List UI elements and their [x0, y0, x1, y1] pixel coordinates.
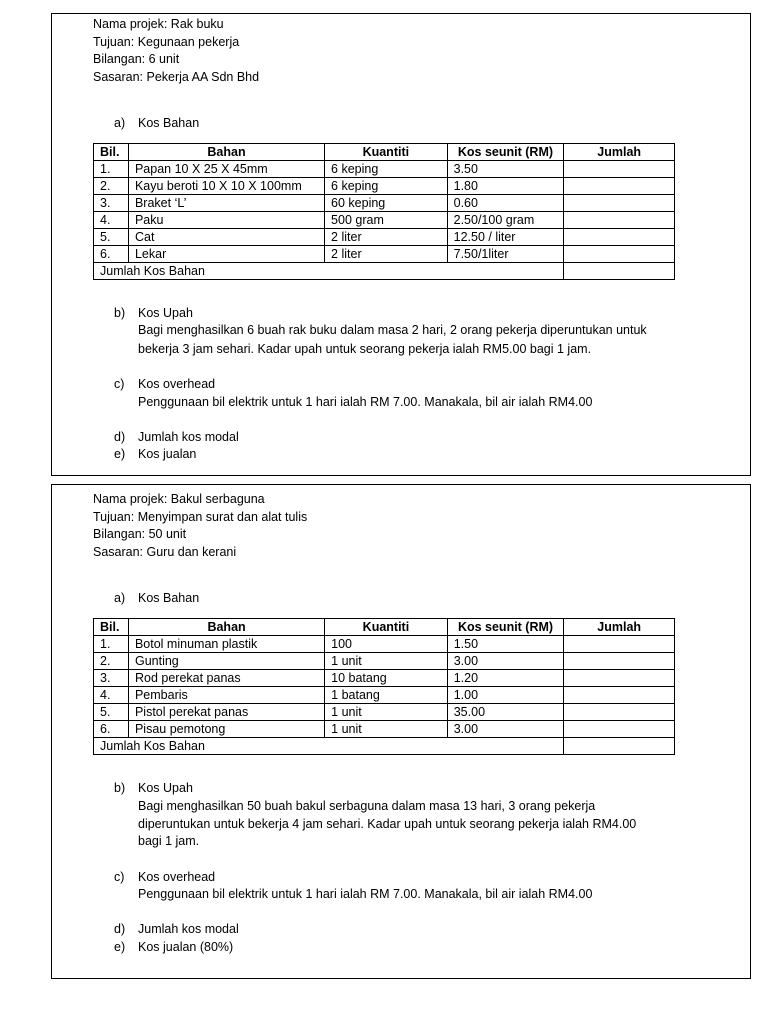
- cell-jumlah: [564, 161, 675, 178]
- col-header: Kos seunit (RM): [447, 619, 564, 636]
- col-header: Bahan: [128, 144, 324, 161]
- cell-jumlah: [564, 178, 675, 195]
- section-d-title: Jumlah kos modal: [138, 430, 239, 444]
- total-value: [564, 263, 675, 280]
- cell-kos: 3.00: [447, 653, 564, 670]
- project-target: Sasaran: Pekerja AA Sdn Bhd: [93, 70, 260, 84]
- cell-kos: 1.20: [447, 670, 564, 687]
- cell-jumlah: [564, 721, 675, 738]
- col-header: Kos seunit (RM): [447, 144, 564, 161]
- cell-kuantiti: 2 liter: [325, 229, 448, 246]
- cell-jumlah: [564, 653, 675, 670]
- cell-kos: 3.00: [447, 721, 564, 738]
- cell-bahan: Papan 10 X 25 X 45mm: [128, 161, 324, 178]
- cell-jumlah: [564, 636, 675, 653]
- section-a-title: Kos Bahan: [138, 116, 200, 130]
- project-quantity: Bilangan: 50 unit: [93, 527, 187, 541]
- section-b-title: Kos Upah: [138, 781, 193, 795]
- table-total-row: [94, 263, 675, 280]
- cell-bahan: Pistol perekat panas: [128, 704, 324, 721]
- project-purpose: Tujuan: Kegunaan pekerja: [93, 35, 240, 49]
- table-row: [94, 636, 675, 653]
- table-row: [94, 721, 675, 738]
- cell-jumlah: [564, 229, 675, 246]
- section-b-letter: b): [114, 781, 126, 795]
- cell-bil: 6.: [94, 721, 129, 738]
- table-total-row: [94, 738, 675, 755]
- project-quantity: Bilangan: 6 unit: [93, 52, 180, 66]
- section-d-letter: d): [114, 430, 126, 444]
- cell-kos: 3.50: [447, 161, 564, 178]
- cell-bahan: Pembaris: [128, 687, 324, 704]
- cell-bahan: Rod perekat panas: [128, 670, 324, 687]
- cell-bahan: Botol minuman plastik: [128, 636, 324, 653]
- section-c-letter: c): [114, 377, 125, 391]
- col-header: Jumlah: [564, 619, 675, 636]
- cell-kos: 35.00: [447, 704, 564, 721]
- project-target: Sasaran: Guru dan kerani: [93, 545, 237, 559]
- table-row: [94, 178, 675, 195]
- section-b-text: Bagi menghasilkan 50 buah bakul serbaguna dalam masa 13 hari, 3 orang pekerja: [138, 799, 596, 813]
- table-row: [94, 212, 675, 229]
- cell-bil: 4.: [94, 212, 129, 229]
- table-row: [94, 246, 675, 263]
- table-row: [94, 670, 675, 687]
- cell-kuantiti: 6 keping: [325, 178, 448, 195]
- cell-bahan: Kayu beroti 10 X 10 X 100mm: [128, 178, 324, 195]
- cell-bil: 2.: [94, 178, 129, 195]
- cell-bahan: Gunting: [128, 653, 324, 670]
- table-row: [94, 653, 675, 670]
- table-header-row: [94, 144, 675, 161]
- project-purpose: Tujuan: Menyimpan surat dan alat tulis: [93, 510, 308, 524]
- cell-bil: 6.: [94, 246, 129, 263]
- cell-kuantiti: 100: [325, 636, 448, 653]
- cell-bil: 1.: [94, 636, 129, 653]
- cell-jumlah: [564, 687, 675, 704]
- cell-jumlah: [564, 670, 675, 687]
- section-b-text: diperuntukan untuk bekerja 4 jam sehari. Kadar upah untuk seorang pekerja ialah RM4.00: [138, 817, 637, 831]
- project-name: Nama projek: Rak buku: [93, 17, 224, 31]
- section-b-text: bagi 1 jam.: [138, 834, 200, 848]
- cell-bahan: Pisau pemotong: [128, 721, 324, 738]
- section-b-text: bekerja 3 jam sehari. Kadar upah untuk seorang pekerja ialah RM5.00 bagi 1 jam.: [138, 342, 592, 356]
- section-b-letter: b): [114, 306, 126, 320]
- cell-bahan: Lekar: [128, 246, 324, 263]
- section-d-letter: d): [114, 922, 126, 936]
- cell-kuantiti: 2 liter: [325, 246, 448, 263]
- section-c-text: Penggunaan bil elektrik untuk 1 hari ialah RM 7.00. Manakala, bil air ialah RM4.00: [138, 395, 593, 409]
- col-header: Jumlah: [564, 144, 675, 161]
- col-header: Bil.: [94, 144, 129, 161]
- section-d-title: Jumlah kos modal: [138, 922, 239, 936]
- cell-kuantiti: 1 unit: [325, 653, 448, 670]
- total-label: Jumlah Kos Bahan: [94, 738, 564, 755]
- cell-kos: 2.50/100 gram: [447, 212, 564, 229]
- col-header: Kuantiti: [325, 619, 448, 636]
- cell-kos: 12.50 / liter: [447, 229, 564, 246]
- table-row: [94, 687, 675, 704]
- cell-kuantiti: 10 batang: [325, 670, 448, 687]
- col-header: Kuantiti: [325, 144, 448, 161]
- table-row: [94, 161, 675, 178]
- section-b-text: Bagi menghasilkan 6 buah rak buku dalam masa 2 hari, 2 orang pekerja diperuntukan untuk: [138, 323, 647, 337]
- total-value: [564, 738, 675, 755]
- section-e-letter: e): [114, 447, 126, 461]
- table-header-row: [94, 619, 675, 636]
- section-e-title: Kos jualan: [138, 447, 197, 461]
- cell-bil: 3.: [94, 195, 129, 212]
- cell-bahan: Braket ‘L’: [128, 195, 324, 212]
- cell-kuantiti: 1 unit: [325, 704, 448, 721]
- cell-kuantiti: 1 batang: [325, 687, 448, 704]
- cell-bil: 2.: [94, 653, 129, 670]
- project-name: Nama projek: Bakul serbaguna: [93, 492, 265, 506]
- cell-kuantiti: 60 keping: [325, 195, 448, 212]
- section-a-letter: a): [114, 116, 126, 130]
- section-a-letter: a): [114, 591, 126, 605]
- cell-bil: 5.: [94, 704, 129, 721]
- section-e-title: Kos jualan (80%): [138, 940, 234, 954]
- cell-bil: 3.: [94, 670, 129, 687]
- cell-kuantiti: 1 unit: [325, 721, 448, 738]
- section-e-letter: e): [114, 940, 126, 954]
- cell-bahan: Paku: [128, 212, 324, 229]
- cell-kuantiti: 6 keping: [325, 161, 448, 178]
- cell-jumlah: [564, 212, 675, 229]
- section-c-letter: c): [114, 870, 125, 884]
- cell-kuantiti: 500 gram: [325, 212, 448, 229]
- cell-kos: 1.80: [447, 178, 564, 195]
- section-c-text: Penggunaan bil elektrik untuk 1 hari ialah RM 7.00. Manakala, bil air ialah RM4.00: [138, 887, 593, 901]
- cell-kos: 1.50: [447, 636, 564, 653]
- cell-kos: 7.50/1liter: [447, 246, 564, 263]
- section-a-title: Kos Bahan: [138, 591, 200, 605]
- cell-jumlah: [564, 704, 675, 721]
- cell-jumlah: [564, 195, 675, 212]
- cell-bil: 4.: [94, 687, 129, 704]
- col-header: Bahan: [128, 619, 324, 636]
- table-row: [94, 195, 675, 212]
- cell-bil: 5.: [94, 229, 129, 246]
- material-cost-table: [93, 618, 675, 755]
- col-header: Bil.: [94, 619, 129, 636]
- cell-bahan: Cat: [128, 229, 324, 246]
- cell-jumlah: [564, 246, 675, 263]
- section-c-title: Kos overhead: [138, 377, 216, 391]
- section-b-title: Kos Upah: [138, 306, 193, 320]
- cell-kos: 0.60: [447, 195, 564, 212]
- cell-kos: 1.00: [447, 687, 564, 704]
- total-label: Jumlah Kos Bahan: [94, 263, 564, 280]
- section-c-title: Kos overhead: [138, 870, 216, 884]
- cell-bil: 1.: [94, 161, 129, 178]
- material-cost-table: [93, 143, 675, 280]
- table-row: [94, 229, 675, 246]
- table-row: [94, 704, 675, 721]
